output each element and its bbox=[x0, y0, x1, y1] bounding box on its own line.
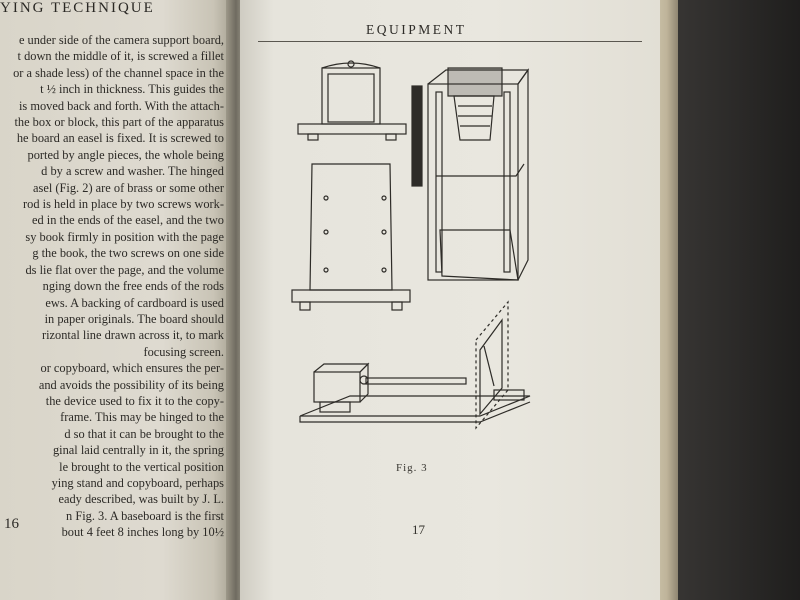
text-line: t ½ inch in thickness. This guides the bbox=[40, 82, 224, 97]
text-line: ds lie flat over the page, and the volume bbox=[25, 262, 224, 277]
text-line: le brought to the vertical position bbox=[59, 459, 224, 474]
vertical-stand-drawing bbox=[412, 68, 528, 280]
text-line: ed in the ends of the easel, and the two bbox=[32, 213, 224, 228]
text-line: d so that it can be brought to the bbox=[64, 426, 224, 441]
text-line: g the book, the two screws on one side bbox=[32, 246, 224, 261]
text-line: or a shade less) of the channel space in the bbox=[13, 65, 224, 80]
text-line: asel (Fig. 2) are of brass or some other bbox=[33, 180, 224, 195]
right-running-head: EQUIPMENT bbox=[366, 22, 467, 37]
copyboard-drawing bbox=[292, 164, 410, 310]
left-page-body bbox=[0, 32, 224, 541]
text-line: ported by angle pieces, the whole being bbox=[27, 147, 224, 162]
text-line: t down the middle of it, is screwed a fillet bbox=[17, 49, 224, 64]
text-line: is moved back and forth. With the attach- bbox=[18, 98, 224, 113]
text-line: in paper originals. The board should bbox=[44, 311, 224, 326]
figure-illustration bbox=[280, 50, 560, 470]
background-right bbox=[660, 0, 800, 600]
text-line: the box or block, this part of the apparatus bbox=[14, 115, 224, 130]
figure-caption: Fig. 3 bbox=[396, 462, 428, 474]
left-page-number: 16 bbox=[4, 516, 19, 532]
horizontal-bench-drawing bbox=[300, 302, 530, 428]
text-line: ginal laid centrally in it, the spring bbox=[52, 443, 224, 458]
header-rule bbox=[258, 41, 642, 42]
text-line: ying stand and copyboard, perhaps bbox=[51, 475, 224, 490]
text-line: e under side of the camera support board, bbox=[18, 33, 224, 47]
text-line: frame. This may be hinged to the bbox=[60, 410, 224, 425]
text-line: eady described, was built by J. L. bbox=[58, 492, 224, 507]
text-line: sy book firmly in position with the page bbox=[25, 229, 224, 244]
right-page-number: 17 bbox=[412, 522, 425, 537]
easel-drawing bbox=[298, 61, 406, 140]
text-line: focusing screen. bbox=[143, 344, 224, 359]
text-line: or copyboard, which ensures the per- bbox=[40, 361, 224, 376]
text-line: and avoids the possibility of its being bbox=[38, 377, 224, 392]
left-page bbox=[0, 0, 232, 600]
text-line: n Fig. 3. A baseboard is the first bbox=[66, 508, 224, 523]
text-line: d by a screw and washer. The hinged bbox=[41, 164, 224, 179]
left-running-head: YING TECHNIQUE bbox=[0, 0, 155, 16]
text-line: rod is held in place by two screws work- bbox=[23, 197, 224, 212]
text-line: nging down the free ends of the rods bbox=[42, 279, 224, 294]
text-line: the device used to fix it to the copy- bbox=[45, 393, 224, 408]
text-line: ews. A backing of cardboard is used bbox=[45, 295, 224, 310]
text-line: rizontal line drawn across it, to mark bbox=[41, 328, 224, 343]
text-line: he board an easel is fixed. It is screwed to bbox=[16, 131, 224, 146]
text-line: bout 4 feet 8 inches long by 10½ bbox=[61, 525, 224, 540]
